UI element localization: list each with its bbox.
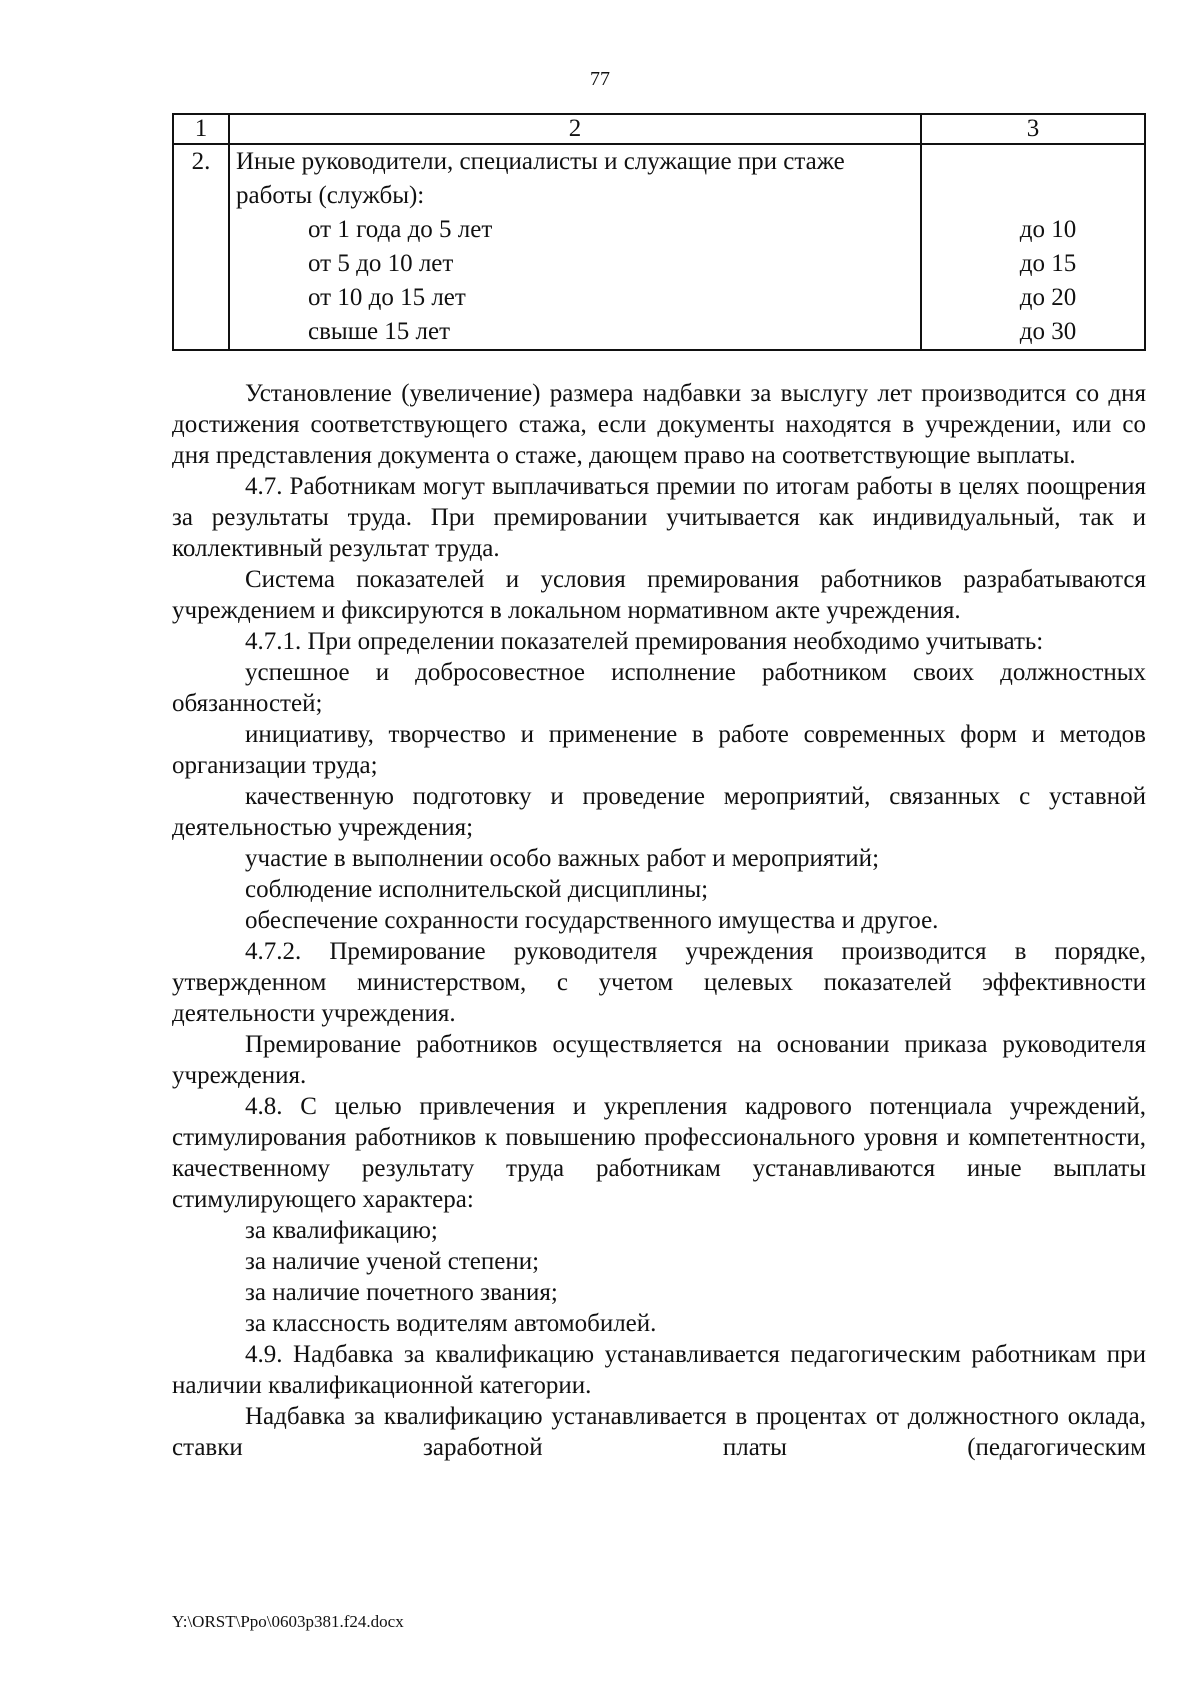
- paragraph: за квалификацию;: [245, 1217, 438, 1244]
- paragraph: 4.7.1. При определении показателей премирования необходимо учитывать:: [245, 628, 1044, 655]
- header-col-1: 1: [173, 114, 229, 144]
- paragraph: за наличие почетного звания;: [245, 1279, 558, 1306]
- item-value: до 30: [1019, 318, 1077, 345]
- item-label: от 10 до 15 лет: [308, 284, 466, 311]
- page-number: 77: [590, 68, 610, 90]
- item-value: до 20: [1019, 284, 1077, 311]
- paragraph: качественную подготовку и проведение мероприятий, связанных с уставной деятельностью учреждения;: [172, 783, 1146, 841]
- table-header-row: [173, 114, 1145, 144]
- header-col-3: 3: [921, 114, 1145, 144]
- file-path-footer: Y:\ORST\Ppo\0603p381.f24.docx: [172, 1612, 404, 1631]
- document-body: [172, 378, 1146, 1463]
- paragraph: участие в выполнении особо важных работ и мероприятий;: [245, 845, 880, 872]
- paragraph: успешное и добросовестное исполнение работником своих должностных обязанностей;: [172, 659, 1146, 717]
- paragraph: за классность водителям автомобилей.: [245, 1310, 657, 1337]
- paragraph: Надбавка за квалификацию устанавливается в процентах от должностного оклада, ставки заработной платы (педагогическим: [172, 1403, 1146, 1461]
- item-value: до 10: [1019, 216, 1077, 243]
- table-row: [173, 144, 1145, 350]
- item-label: от 1 года до 5 лет: [308, 216, 493, 243]
- item-label: от 5 до 10 лет: [308, 250, 454, 277]
- row-title-line2: работы (службы):: [236, 182, 425, 209]
- row-description: [229, 144, 921, 350]
- paragraph: соблюдение исполнительской дисциплины;: [245, 876, 709, 903]
- row-title-line1: Иные руководители, специалисты и служащие при стаже: [236, 148, 845, 175]
- paragraph: 4.7.2. Премирование руководителя учреждения производится в порядке, утвержденном министерством, с учетом целевых показателей эффективности деятельности учреждения.: [172, 938, 1146, 1027]
- paragraph: Премирование работников осуществляется на основании приказа руководителя учреждения.: [172, 1031, 1146, 1089]
- paragraph: за наличие ученой степени;: [245, 1248, 540, 1275]
- paragraph: Система показателей и условия премирования работников разрабатываются учреждением и фиксируются в локальном нормативном акте учреждения.: [172, 566, 1146, 624]
- paragraph: 4.9. Надбавка за квалификацию устанавливается педагогическим работникам при наличии квалификационной категории.: [172, 1341, 1146, 1399]
- seniority-table: [172, 113, 1146, 351]
- row-values: [921, 144, 1145, 350]
- paragraph: обеспечение сохранности государственного имущества и другое.: [245, 907, 939, 934]
- paragraph: инициативу, творчество и применение в работе современных форм и методов организации труда;: [172, 721, 1146, 779]
- header-col-2: 2: [229, 114, 921, 144]
- item-label: свыше 15 лет: [308, 318, 451, 345]
- paragraph: 4.8. С целью привлечения и укрепления кадрового потенциала учреждений, стимулирования работников к повышению профессионального уровня и компетентности, качественному результату труда работникам устанавливаются иные выплаты стимулирующего характера:: [172, 1093, 1146, 1213]
- paragraph: 4.7. Работникам могут выплачиваться премии по итогам работы в целях поощрения за результаты труда. При премировании учитывается как индивидуальный, так и коллективный результат труда.: [172, 473, 1146, 562]
- row-number: 2.: [173, 144, 229, 350]
- paragraph: Установление (увеличение) размера надбавки за выслугу лет производится со дня достижения соответствующего стажа, если документы находятся в учреждении, или со дня представления документа о стаже, дающем право на соответствующие выплаты.: [172, 380, 1146, 469]
- item-value: до 15: [1019, 250, 1077, 277]
